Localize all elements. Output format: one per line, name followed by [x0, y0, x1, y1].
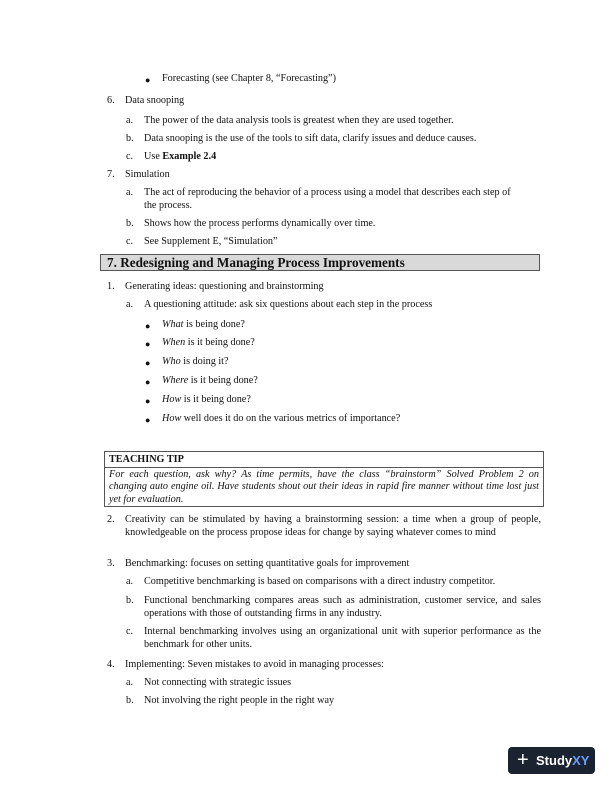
sub-letter: a.	[126, 576, 134, 587]
question-rest: is it being done?	[181, 394, 251, 405]
data-snooping-c	[144, 151, 216, 164]
item-number: 7.	[107, 169, 115, 180]
bullet-icon: ●	[145, 339, 151, 349]
sub-letter: b.	[126, 133, 134, 144]
bullet-icon: ●	[145, 415, 151, 425]
simulation-c: See Supplement E, “Simulation”	[144, 236, 278, 247]
question-rest: is it being done?	[185, 337, 255, 348]
question-how-well	[162, 413, 400, 426]
example-ref: Example 2.4	[162, 151, 217, 162]
sub-letter: a.	[126, 677, 134, 688]
mistake-a: Not connecting with strategic issues	[144, 677, 292, 688]
item-number: 3.	[107, 558, 115, 569]
plus-icon: +	[517, 749, 529, 771]
question-word: Where	[162, 375, 189, 386]
competitive-benchmarking: Competitive benchmarking is based on comparisons with a direct industry competitor.	[144, 576, 496, 587]
creativity-text: Creativity can be stimulated by having a brainstorming session: a time when a group of people, knowledgeable on the process propose ideas for change by saying whatever comes to mind	[125, 514, 541, 538]
simulation-title: Simulation	[125, 169, 170, 180]
data-snooping-a: The power of the data analysis tools is greatest when they are used together.	[144, 115, 454, 126]
sub-letter: a.	[126, 187, 134, 198]
question-where	[162, 375, 258, 388]
question-word: When	[162, 337, 186, 348]
brand-name	[536, 747, 589, 774]
studyxy-badge[interactable]	[508, 747, 595, 774]
sub-letter: c.	[126, 151, 134, 162]
question-rest: is doing it?	[180, 356, 229, 367]
sub-letter: b.	[126, 695, 134, 706]
use-prefix: Use	[144, 151, 163, 162]
item-number: 2.	[107, 514, 115, 525]
sub-letter: c.	[126, 626, 134, 637]
questioning-attitude: A questioning attitude: ask six questions about each step in the process	[144, 299, 433, 310]
benchmarking-title: Benchmarking: focuses on setting quantitative goals for improvement	[125, 558, 410, 569]
question-word: How	[162, 413, 182, 424]
bullet-icon: ●	[145, 377, 151, 387]
brand-part2: XY	[572, 753, 590, 768]
teaching-tip-box	[104, 451, 544, 507]
bullet-icon: ●	[145, 358, 151, 368]
bullet-icon: ●	[145, 75, 151, 85]
bullet-icon: ●	[145, 396, 151, 406]
sub-letter: b.	[126, 595, 134, 606]
teaching-tip-body: For each question, ask why? As time permits, have the class “brainstorm” Solved Problem 2 on changing auto engine oil. Have students shout out their ideas in rapid fire manner without time lost just yet for evaluation.	[109, 469, 539, 505]
simulation-a-line2: the process.	[144, 200, 193, 211]
question-who	[162, 356, 229, 369]
question-what	[162, 319, 245, 332]
sub-letter: a.	[126, 115, 134, 126]
simulation-b: Shows how the process performs dynamically over time.	[144, 218, 376, 229]
question-how	[162, 394, 251, 407]
generating-ideas-title: Generating ideas: questioning and brainstorming	[125, 281, 324, 292]
implementing-title: Implementing: Seven mistakes to avoid in managing processes:	[125, 659, 384, 670]
data-snooping-title: Data snooping	[125, 95, 185, 106]
question-word: Who	[162, 356, 181, 367]
question-word: What	[162, 319, 184, 330]
data-snooping-b: Data snooping is the use of the tools to sift data, clarify issues and deduce causes.	[144, 133, 477, 144]
question-when	[162, 337, 255, 350]
question-rest: is it being done?	[188, 375, 258, 386]
sub-letter: b.	[126, 218, 134, 229]
sub-letter: c.	[126, 236, 134, 247]
item-number: 4.	[107, 659, 115, 670]
mistake-b: Not involving the right people in the right way	[144, 695, 335, 706]
brand-part1: Study	[536, 753, 573, 768]
teaching-tip-heading: TEACHING TIP	[105, 452, 543, 468]
bullet-icon: ●	[145, 321, 151, 331]
question-rest: well does it do on the various metrics of importance?	[181, 413, 401, 424]
section-heading: 7. Redesigning and Managing Process Improvements	[100, 254, 540, 271]
question-word: How	[162, 394, 182, 405]
question-rest: is being done?	[183, 319, 245, 330]
simulation-a-line1: The act of reproducing the behavior of a process using a model that describes each step of	[144, 187, 511, 198]
forecasting-bullet: Forecasting (see Chapter 8, “Forecasting”)	[162, 73, 336, 84]
item-number: 6.	[107, 95, 115, 106]
item-number: 1.	[107, 281, 115, 292]
functional-benchmarking: Functional benchmarking compares areas such as administration, customer service, and sales operations with those of outstanding firms in any industry.	[144, 595, 541, 619]
internal-benchmarking: Internal benchmarking involves using an organizational unit with superior performance as the benchmark for other units.	[144, 626, 541, 650]
sub-letter: a.	[126, 299, 134, 310]
